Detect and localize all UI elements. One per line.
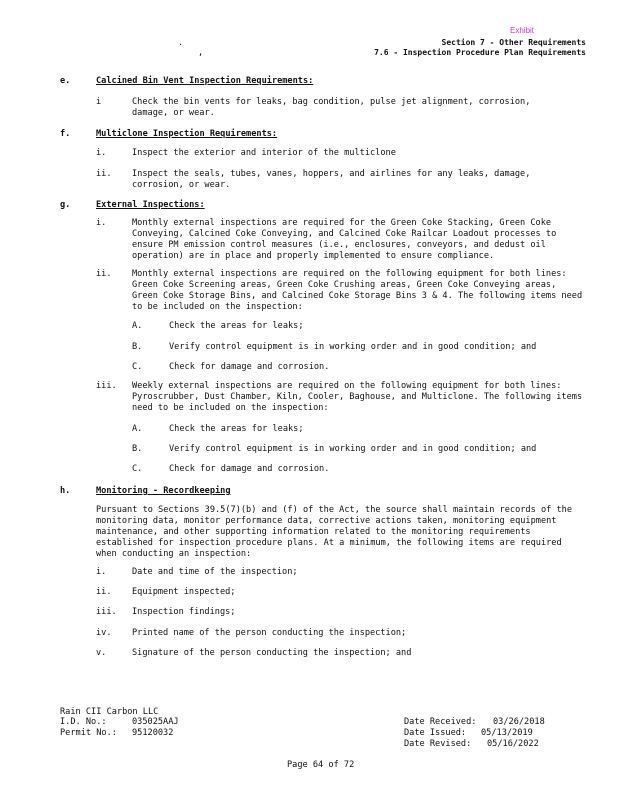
- section-g-letter: g.: [60, 200, 71, 210]
- section-h-item-num: i.: [96, 567, 107, 577]
- section-h-letter: h.: [60, 486, 71, 496]
- header-subsection-title: 7.6 - Inspection Procedure Plan Requirements: [374, 48, 586, 57]
- sub-iii-item-num: B.: [132, 444, 143, 454]
- footer-issued-label: Date Issued:: [404, 728, 467, 738]
- section-f-item-text: Inspect the exterior and interior of the multiclone: [132, 148, 396, 158]
- section-h-item-num: v.: [96, 648, 107, 658]
- sub-ii-item-text: Verify control equipment is in working order and in good condition; and: [169, 342, 537, 352]
- section-g-item-text: Monthly external inspections are required on the following equipment for both lines: Green Coke Screening areas, Green Coke Crushing areas, Green Coke Conveying areas, Green Coke Storage Bins, and Calcined Coke Storage Bins 3 & 4. The following items need to be included on the inspection:: [132, 269, 583, 312]
- section-g-title: External Inspections:: [96, 200, 205, 210]
- section-g-item-text: Monthly external inspections are required for the Green Coke Stacking, Green Coke Conveying, Calcined Coke Conveying, and Calcined Coke Railcar Loadout processes to ensure PM emission control measures (i.e., enclosures, conveyors, and dedust oil operation) are in place and properly implemented to ensure compliance.: [132, 218, 557, 261]
- section-h-item-num: iii.: [96, 607, 117, 617]
- footer-permit-value: 95120032: [132, 728, 174, 738]
- sub-ii-item-num: B.: [132, 342, 143, 352]
- footer-issued-value: 05/13/2019: [481, 728, 533, 738]
- footer-permit-label: Permit No.:: [60, 728, 117, 738]
- section-h-title: Monitoring - Recordkeeping: [96, 486, 231, 496]
- section-h-item-text: Printed name of the person conducting the inspection;: [132, 628, 407, 638]
- section-g-item-num: iii.: [96, 381, 117, 391]
- sub-iii-item-text: Check the areas for leaks;: [169, 424, 304, 434]
- section-h-item-text: Equipment inspected;: [132, 587, 236, 597]
- section-h-item-num: ii.: [96, 587, 112, 597]
- section-f-item-num: ii.: [96, 169, 112, 179]
- section-f-item-text: Inspect the seals, tubes, vanes, hoppers, and airlines for any leaks, damage, corrosion, or wear.: [132, 169, 531, 190]
- section-g-item-text: Weekly external inspections are required on the following equipment for both lines: Pyroscrubber, Dust Chamber, Kiln, Cooler, Baghouse, and Multiclone. The following items need to be included on the inspection:: [132, 381, 583, 413]
- section-h-item-text: Date and time of the inspection;: [132, 567, 298, 577]
- sub-ii-item-num: A.: [132, 321, 143, 331]
- section-h-item-num: iv.: [96, 628, 112, 638]
- footer-id-value: 035025AAJ: [132, 717, 179, 727]
- section-e-item-text: Check the bin vents for leaks, bag condition, pulse jet alignment, corrosion, damage, or wear.: [132, 97, 531, 118]
- section-f-title: Multiclone Inspection Requirements:: [96, 129, 278, 139]
- sub-ii-item-text: Check the areas for leaks;: [169, 321, 304, 331]
- footer-revised-label: Date Revised:: [404, 739, 472, 749]
- stray-comma: ,: [198, 48, 204, 58]
- footer-received-label: Date Received:: [404, 717, 477, 727]
- section-h-intro: Pursuant to Sections 39.5(7)(b) and (f) of the Act, the source shall maintain records of the monitoring data, monitor performance data, corrective actions taken, monitoring equipment maintenance, and other supporting information related to the monitoring requirements established for inspection procedure plans. At a minimum, the following items are required when conducting an inspection:: [96, 505, 572, 559]
- sub-ii-item-num: C.: [132, 362, 143, 372]
- section-e-item-num: i: [96, 97, 102, 107]
- footer-received-value: 03/26/2018: [493, 717, 545, 727]
- page-number: Page 64 of 72: [287, 760, 355, 770]
- footer-revised-value: 05/16/2022: [487, 739, 539, 749]
- header-section-title: Section 7 - Other Requirements: [441, 38, 586, 47]
- sub-iii-item-text: Check for damage and corrosion.: [169, 464, 330, 474]
- section-h-item-text: Inspection findings;: [132, 607, 236, 617]
- section-f-item-num: i.: [96, 148, 107, 158]
- footer-company: Rain CII Carbon LLC: [60, 707, 159, 717]
- section-f-letter: f.: [60, 129, 71, 139]
- section-e-title: Calcined Bin Vent Inspection Requirements:: [96, 76, 314, 86]
- section-h-item-text: Signature of the person conducting the inspection; and: [132, 648, 412, 658]
- sub-iii-item-num: C.: [132, 464, 143, 474]
- sub-iii-item-text: Verify control equipment is in working order and in good condition; and: [169, 444, 537, 454]
- footer-id-label: I.D. No.:: [60, 717, 107, 727]
- exhibit-stamp: Exhibit: [510, 26, 535, 35]
- section-e-letter: e.: [60, 76, 71, 86]
- sub-ii-item-text: Check for damage and corrosion.: [169, 362, 330, 372]
- section-g-item-num: ii.: [96, 269, 112, 279]
- stray-dot: .: [178, 38, 184, 48]
- sub-iii-item-num: A.: [132, 424, 143, 434]
- section-g-item-num: i.: [96, 218, 107, 228]
